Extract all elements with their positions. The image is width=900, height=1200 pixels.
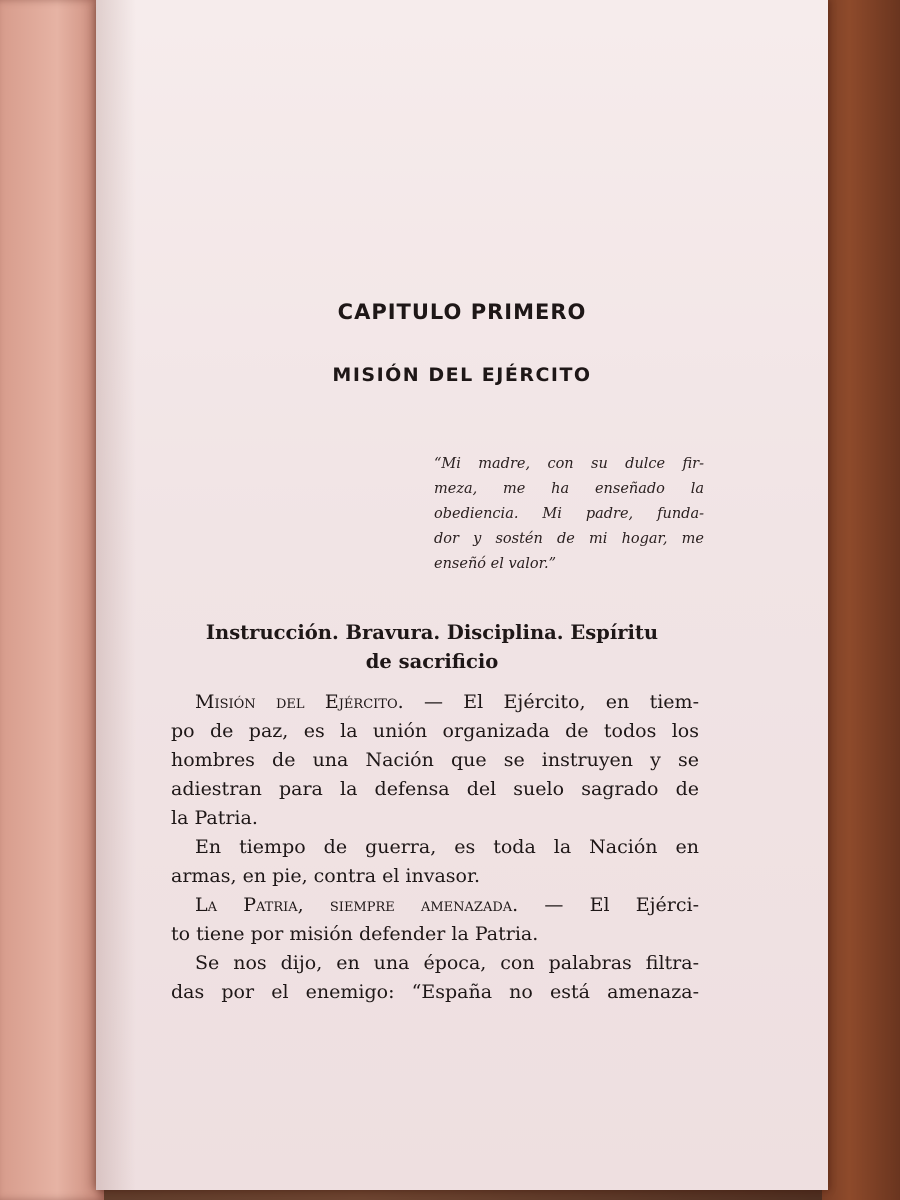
epigraph-line: “Mi madre, con su dulce fir- [434, 456, 704, 472]
epigraph-line: obediencia. Mi padre, funda- [434, 506, 704, 522]
book-cover-edge [822, 0, 900, 1200]
previous-page-edge [0, 0, 104, 1200]
paragraph-text: — El Ejército, en tiem- [403, 691, 699, 713]
body-text [171, 688, 699, 1007]
section-heading-line: de sacrificio [365, 650, 499, 673]
book-page [96, 0, 828, 1190]
epigraph-line: dor y sostén de mi hogar, me [434, 531, 704, 547]
paragraph-line: En tiempo de guerra, es toda la Nación en [195, 836, 699, 858]
paragraph-lead: La Patria, siempre amenazada. [195, 894, 519, 916]
epigraph-line: enseñó el valor.” [434, 556, 557, 572]
section-heading [192, 618, 672, 676]
epigraph-line: meza, me ha enseñado la [434, 481, 704, 497]
paragraph-lead: Misión del Ejército. [195, 691, 404, 713]
epigraph-quote [434, 452, 704, 577]
paragraph-line: hombres de una Nación que se instruyen y se [171, 749, 699, 771]
paragraph-line [171, 688, 699, 717]
paragraph-line: armas, en pie, contra el invasor. [171, 865, 481, 887]
paragraph-line: po de paz, es la unión organizada de todos los [171, 720, 699, 742]
chapter-title: CAPITULO PRIMERO [337, 300, 587, 324]
paragraph-line [171, 891, 699, 920]
paragraph-line: to tiene por misión defender la Patria. [171, 923, 539, 945]
paragraph-line: la Patria. [171, 807, 258, 829]
paragraph-line: adiestran para la defensa del suelo sagrado de [171, 778, 699, 800]
paragraph-text: — El Ejérci- [518, 894, 699, 916]
paragraph-line: das por el enemigo: “España no está amenaza- [171, 981, 699, 1003]
paragraph-line: Se nos dijo, en una época, con palabras filtra- [195, 952, 699, 974]
chapter-subtitle: MISIÓN DEL EJÉRCITO [332, 364, 592, 386]
section-heading-line: Instrucción. Bravura. Disciplina. Espíritu [205, 621, 659, 644]
